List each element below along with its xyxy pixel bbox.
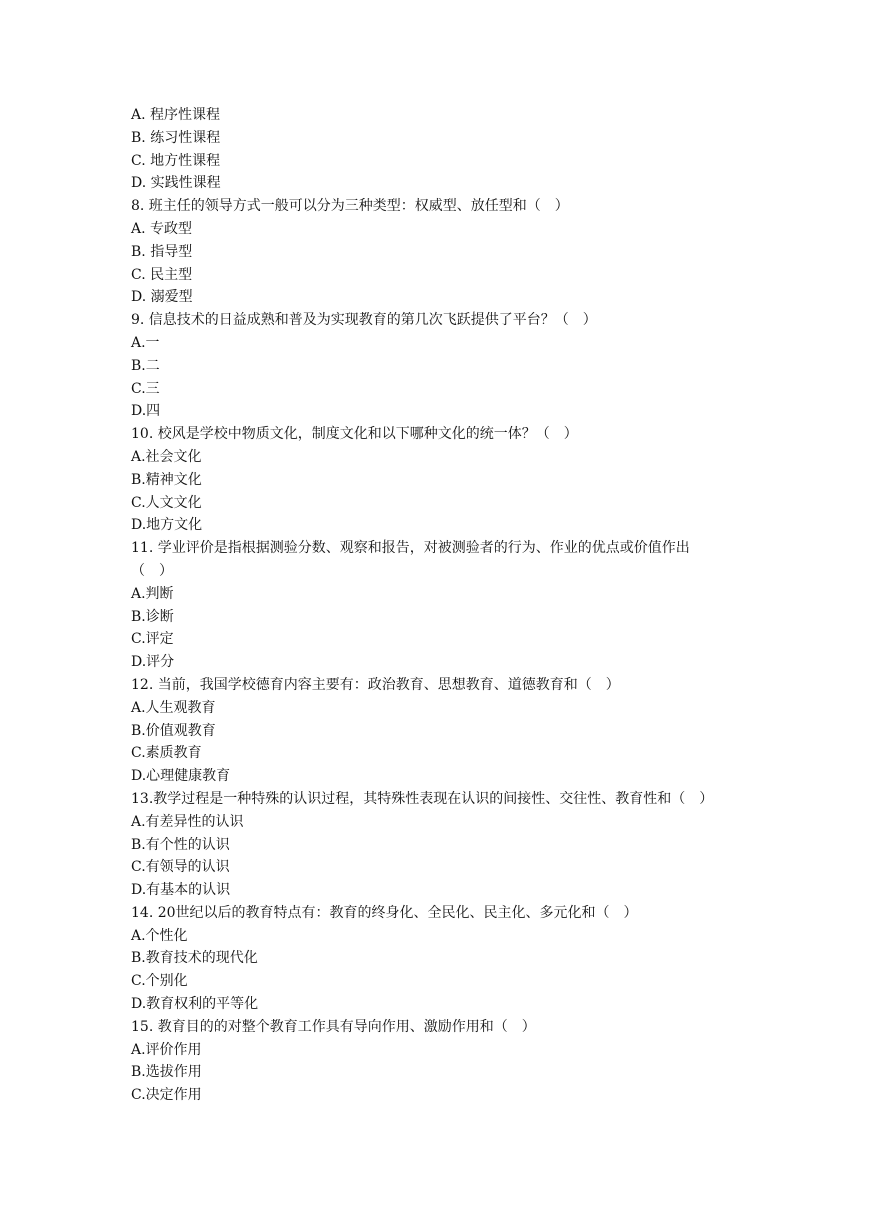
text-line: 9. 信息技术的日益成熟和普及为实现教育的第几次飞跃提供了平台？（ ） <box>131 312 597 329</box>
text-line: C. 民主型 <box>131 266 193 283</box>
text-line: A.判断 <box>131 585 174 602</box>
text-line: B.教育技术的现代化 <box>131 950 258 967</box>
text-line: 12. 当前，我国学校德育内容主要有：政治教育、思想教育、道德教育和（ ） <box>131 676 620 693</box>
text-line: D.心理健康教育 <box>131 768 231 785</box>
text-line: C.决定作用 <box>131 1087 202 1104</box>
text-line: D.地方文化 <box>131 517 203 534</box>
text-line: 8. 班主任的领导方式一般可以分为三种类型：权威型、放任型和（ ） <box>131 198 569 215</box>
text-line: 11. 学业评价是指根据测验分数、观察和报告，对被测验者的行为、作业的优点或价值作出 <box>131 540 690 557</box>
document-body <box>131 104 771 1107</box>
text-line: D.评分 <box>131 654 175 671</box>
text-line: B.诊断 <box>131 608 174 625</box>
text-line: A.一 <box>131 334 160 351</box>
text-line: 10. 校风是学校中物质文化，制度文化和以下哪种文化的统一体？（ ） <box>131 426 578 443</box>
text-line: B.二 <box>131 357 160 374</box>
text-line: C.人文文化 <box>131 494 202 511</box>
text-line: C.个别化 <box>131 973 188 990</box>
text-line: B.有个性的认识 <box>131 836 230 853</box>
text-line: B.价值观教育 <box>131 722 216 739</box>
text-line: A.评价作用 <box>131 1041 202 1058</box>
text-line: A.有差异性的认识 <box>131 813 244 830</box>
text-line: B.选拔作用 <box>131 1064 202 1081</box>
text-line: D.四 <box>131 403 161 420</box>
text-line: D.教育权利的平等化 <box>131 996 259 1013</box>
text-line: C.三 <box>131 380 160 397</box>
text-line: （ ） <box>131 562 173 579</box>
text-line: C. 地方性课程 <box>131 152 221 169</box>
text-line: D. 实践性课程 <box>131 175 221 192</box>
text-line: C.评定 <box>131 631 174 648</box>
text-line: A.个性化 <box>131 927 188 944</box>
text-line: B. 指导型 <box>131 243 193 260</box>
text-line: 13.教学过程是一种特殊的认识过程，其特殊性表现在认识的间接性、交往性、教育性和（ ） <box>131 790 714 807</box>
text-line: C.有领导的认识 <box>131 859 230 876</box>
text-line: B.精神文化 <box>131 471 202 488</box>
text-line: A.社会文化 <box>131 448 202 465</box>
text-line: D.有基本的认识 <box>131 882 231 899</box>
text-line: 14. 20世纪以后的教育特点有：教育的终身化、全民化、民主化、多元化和（ ） <box>131 904 638 921</box>
text-line: A. 专政型 <box>131 220 193 237</box>
text-line: B. 练习性课程 <box>131 129 221 146</box>
text-line: 15. 教育目的的对整个教育工作具有导向作用、激励作用和（ ） <box>131 1018 536 1035</box>
text-line: D. 溺爱型 <box>131 289 193 306</box>
text-line: A. 程序性课程 <box>131 107 221 123</box>
text-line: C.素质教育 <box>131 745 202 762</box>
text-line: A.人生观教育 <box>131 699 216 716</box>
